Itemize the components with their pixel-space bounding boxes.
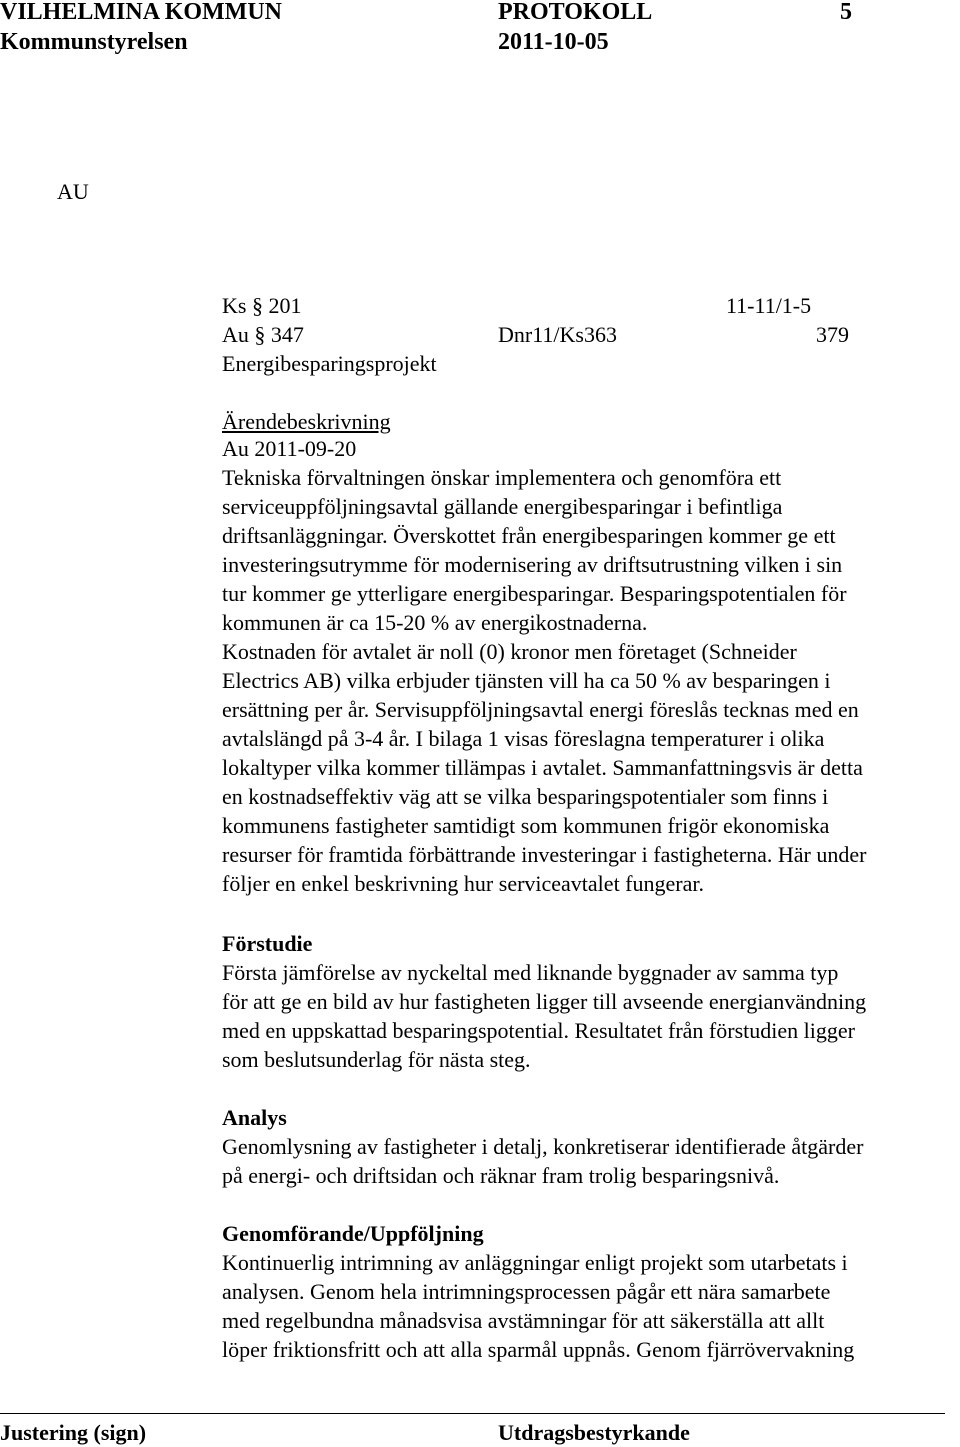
text-line: med en uppskattad besparingspotential. Resultatet från förstudien ligger — [222, 1018, 855, 1043]
ks-number: 201 — [268, 293, 302, 318]
text-line: Au 2011-09-20 — [222, 436, 357, 461]
text-line: resurser för framtida förbättrande investeringar i fastigheterna. Här under — [222, 842, 867, 867]
ks-label: Ks — [222, 293, 247, 318]
footer-rule — [0, 1413, 945, 1414]
section-title-genomforande: Genomförande/Uppföljning — [222, 1221, 484, 1246]
text-line: en kostnadseffektiv väg att se vilka besparingspotentialer som finns i — [222, 784, 829, 809]
footer-utdragsbestyrkande: Utdragsbestyrkande — [498, 1420, 690, 1445]
footer-justering: Justering (sign) — [0, 1420, 147, 1445]
doc-type: PROTOKOLL — [498, 0, 653, 25]
text-line: lokaltyper vilka kommer tillämpas i avtalet. Sammanfattningsvis är detta — [222, 755, 863, 780]
section-symbol: § — [251, 293, 263, 318]
section-title-arendebeskrivning: Ärendebeskrivning — [222, 409, 391, 434]
text-line: Electrics AB) vilka erbjuder tjänsten vill ha ca 50 % av besparingen i — [222, 668, 831, 693]
text-line: ersättning per år. Servisuppföljningsavtal energi föreslås tecknas med en — [222, 697, 859, 722]
text-line: för att ge en bild av hur fastigheten ligger till avseende energianvändning — [222, 989, 867, 1014]
text-line: Första jämförelse av nyckeltal med liknande byggnader av samma typ — [222, 960, 839, 985]
genomforande-body — [222, 1248, 957, 1364]
text-line: Kostnaden för avtalet är noll (0) kronor men företaget (Schneider — [222, 639, 797, 664]
section-title-analys: Analys — [222, 1105, 287, 1130]
meeting-date: 2011-10-05 — [498, 29, 609, 55]
au-reference — [222, 323, 304, 347]
forstudie-body — [222, 958, 957, 1074]
text-line: följer en enkel beskrivning hur serviceavtalet fungerar. — [222, 871, 704, 896]
ks-code: 11-11/1-5 — [726, 293, 812, 318]
text-line: Tekniska förvaltningen önskar implementera och genomföra ett — [222, 465, 782, 490]
text-line: kommunen är ca 15-20 % av energikostnaderna. — [222, 610, 648, 635]
au-page: 379 — [816, 322, 849, 347]
text-line: analysen. Genom hela intrimningsprocessen pågår ett nära samarbete — [222, 1279, 831, 1304]
text-line: löper friktionsfritt och att alla sparmål uppnås. Genom fjärrövervakning — [222, 1337, 855, 1362]
body-name: Kommunstyrelsen — [0, 29, 188, 55]
section-title-forstudie: Förstudie — [222, 931, 313, 956]
text-line: Kontinuerlig intrimning av anläggningar enligt projekt som utarbetats i — [222, 1250, 848, 1275]
project-title: Energibesparingsprojekt — [222, 351, 437, 376]
au-label: Au — [222, 322, 249, 347]
au-number: 347 — [270, 322, 304, 347]
margin-label: AU — [57, 179, 89, 204]
text-line: avtalslängd på 3-4 år. I bilaga 1 visas föreslagna temperaturer i olika — [222, 726, 825, 751]
ks-reference — [222, 294, 301, 318]
section-symbol: § — [254, 322, 266, 347]
analys-body — [222, 1132, 957, 1190]
text-line: som beslutsunderlag för nästa steg. — [222, 1047, 531, 1072]
text-line: kommunens fastigheter samtidigt som kommunen frigör ekonomiska — [222, 813, 830, 838]
arendebeskrivning-body — [222, 434, 957, 898]
text-line: tur kommer ge ytterligare energibesparingar. Besparingspotentialen för — [222, 581, 847, 606]
text-line: investeringsutrymme för modernisering av driftsutrustning vilken i sin — [222, 552, 843, 577]
text-line: med regelbundna månadsvisa avstämningar för att säkerställa att allt — [222, 1308, 825, 1333]
text-line: på energi- och driftsidan och räknar fram trolig besparingsnivå. — [222, 1163, 780, 1188]
page-number: 5 — [840, 0, 852, 25]
org-name: VILHELMINA KOMMUN — [0, 0, 282, 25]
dnr-number: Dnr11/Ks363 — [498, 322, 617, 347]
text-line: driftsanläggningar. Överskottet från energibesparingen kommer ge ett — [222, 523, 836, 548]
text-line: serviceuppföljningsavtal gällande energibesparingar i befintliga — [222, 494, 783, 519]
text-line: Genomlysning av fastigheter i detalj, konkretiserar identifierade åtgärder — [222, 1134, 864, 1159]
